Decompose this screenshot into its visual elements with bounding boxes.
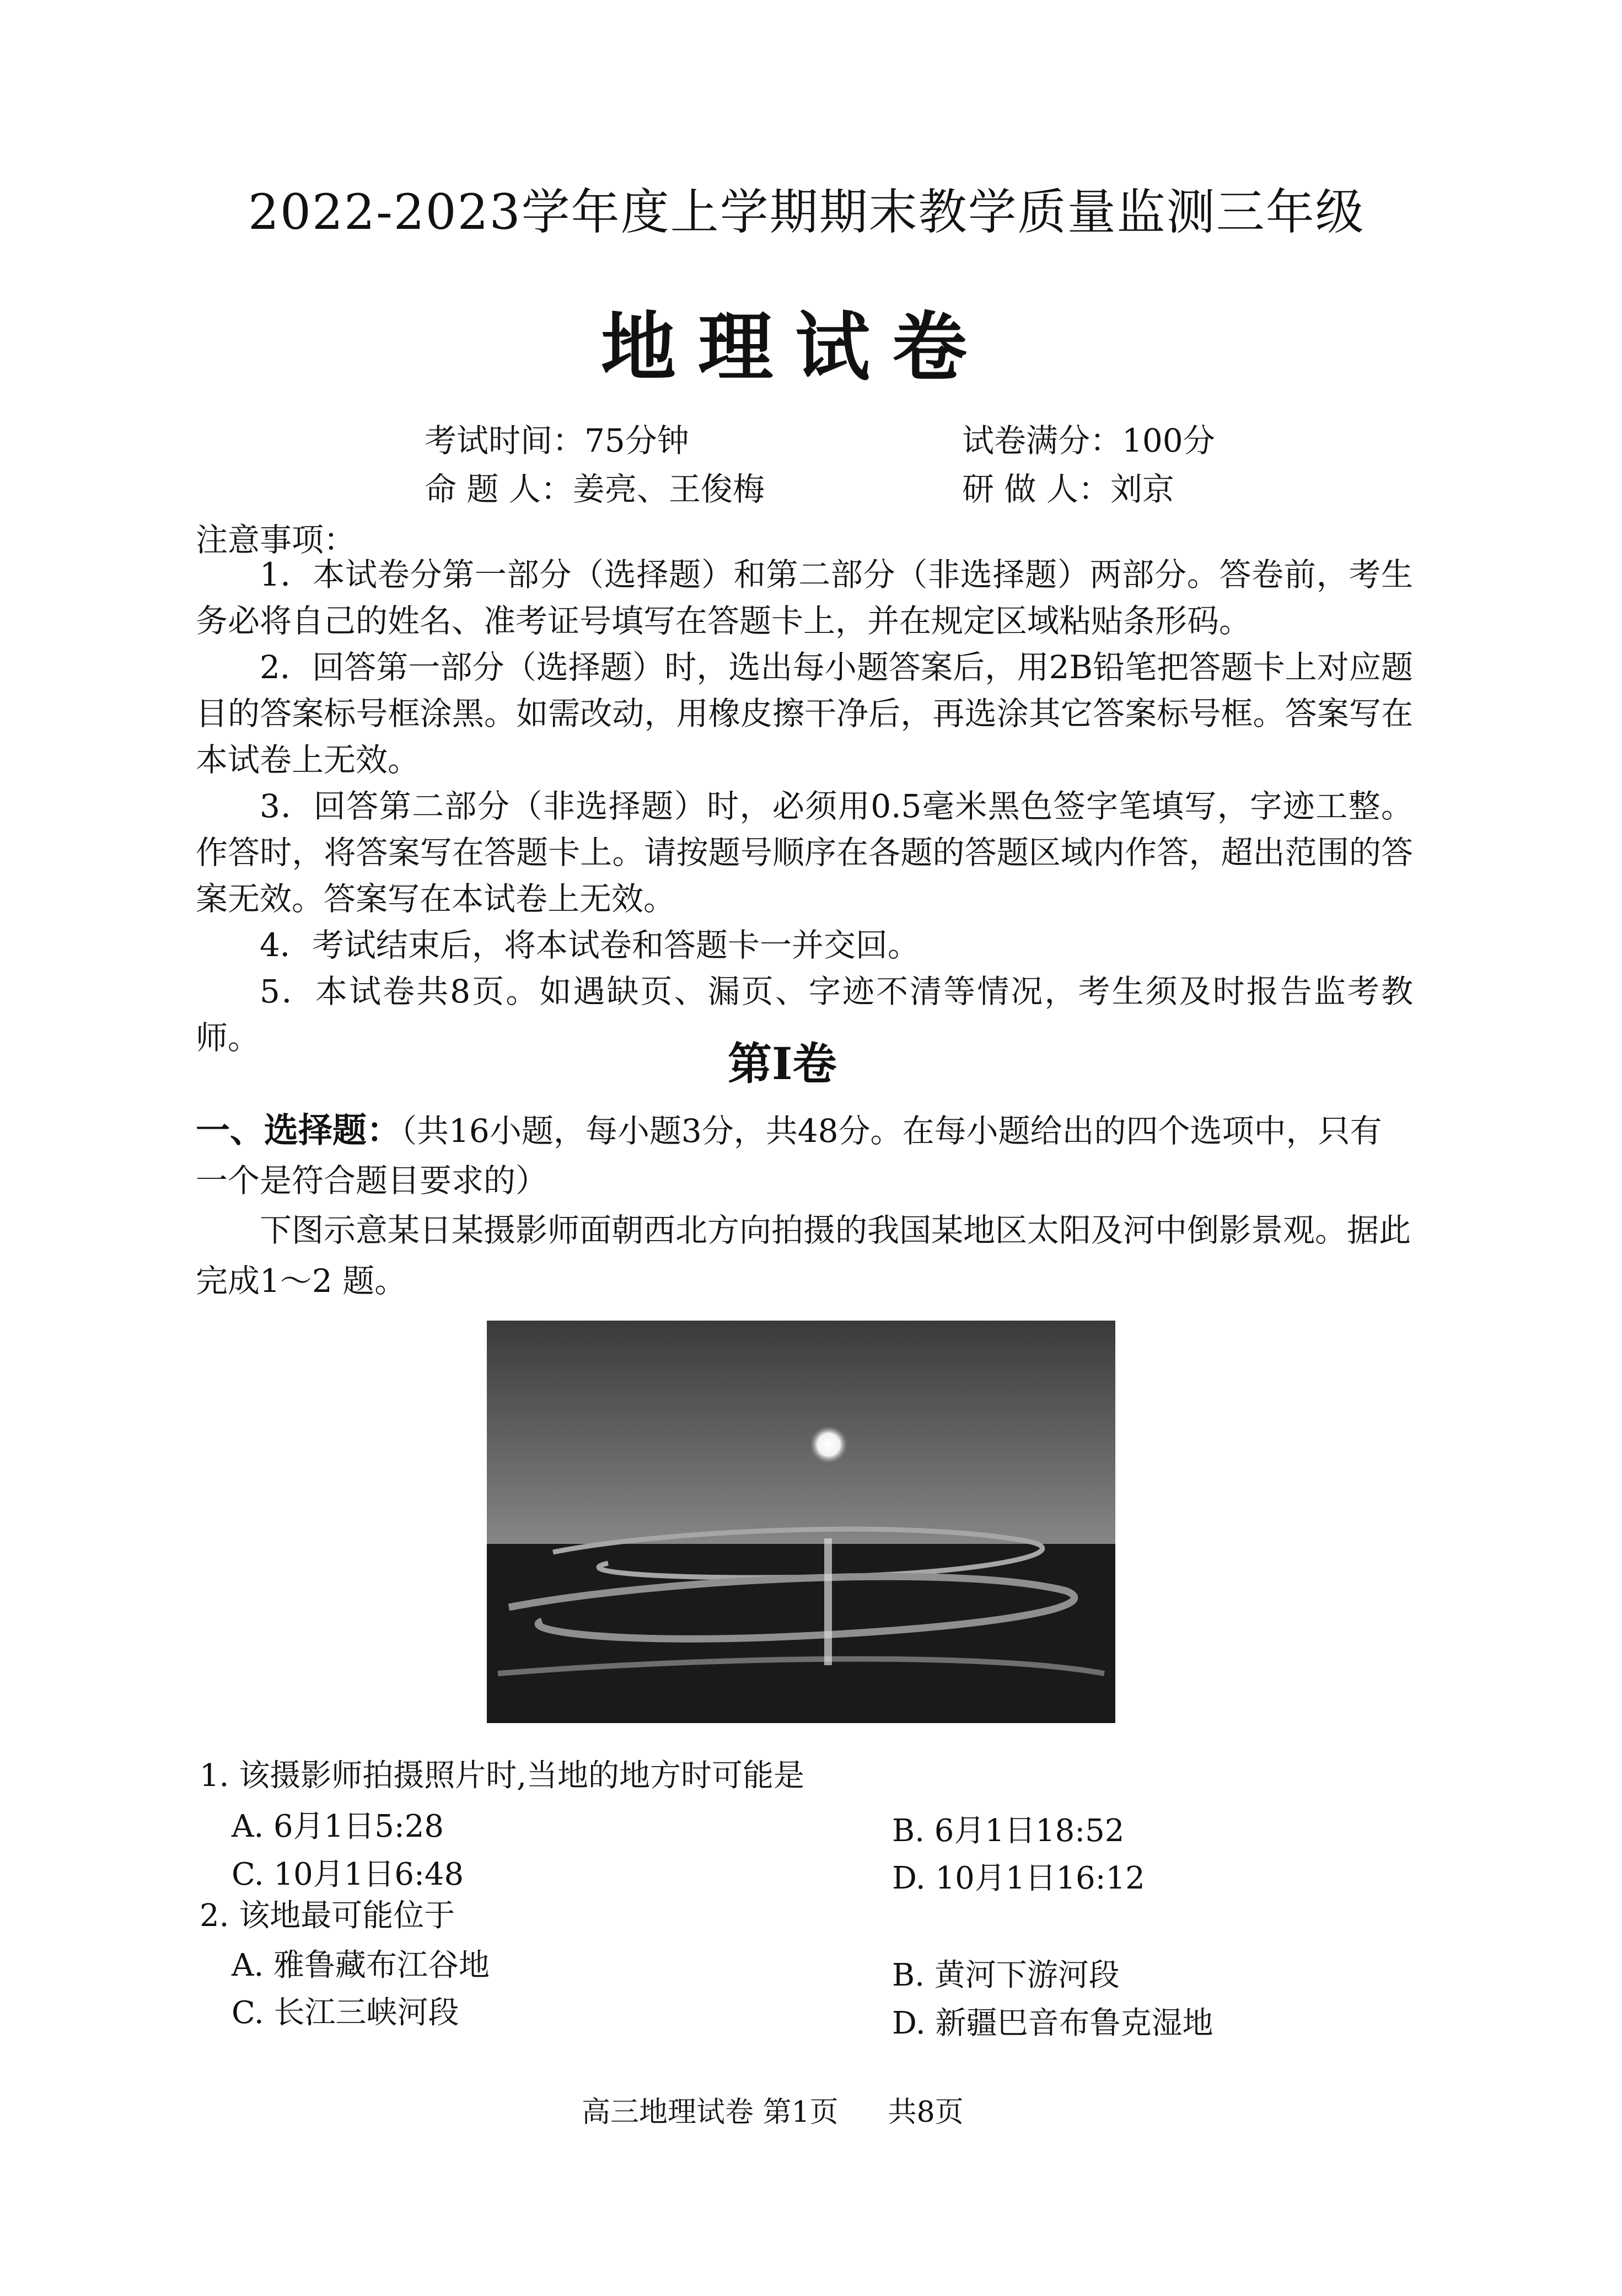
question-2-option-a: A. 雅鲁藏布江谷地 xyxy=(232,1948,490,1983)
sunset-river-photo xyxy=(487,1321,1115,1723)
question-1-option-b: B. 6月1日18:52 xyxy=(892,1813,1125,1849)
notice-item: 3．回答第二部分（非选择题）时，必须用0.5毫米黑色签字笔填写，字迹工整。作答时，将答案写在答题卡上。请按题号顺序在各题的答题区域内作答，超出范围的答案无效。答案写在本试卷上无效。 xyxy=(196,787,1413,918)
page-footer xyxy=(582,2089,1013,2130)
sunset-river-illustration xyxy=(487,1321,1115,1723)
question-1-option-a: A. 6月1日5:28 xyxy=(232,1809,444,1844)
part-label: 一、选择题： xyxy=(196,1110,401,1150)
exam-time: 考试时间：75分钟 xyxy=(425,422,689,459)
notice-item: 5．本试卷共8页。如遇缺页、漏页、字迹不清等情况，考生须及时报告监考教师。 xyxy=(196,973,1413,1056)
question-1-option-d: D. 10月1日16:12 xyxy=(892,1860,1145,1896)
full-score: 试卷满分：100分 xyxy=(962,422,1215,459)
question-2-option-b: B. 黄河下游河段 xyxy=(892,1957,1120,1993)
authors: 命 题 人：姜亮、王俊梅 xyxy=(425,470,765,508)
subject-title: 地理试卷 xyxy=(601,303,989,391)
question-2-option-c: C. 长江三峡河段 xyxy=(232,1995,459,2031)
section-title: 第Ⅰ卷 xyxy=(728,1038,837,1090)
footer-page: 高三地理试卷 第1页 xyxy=(582,2096,839,2129)
notice-heading: 注意事项： xyxy=(196,521,356,559)
question-1-stem: 1. 该摄影师拍摄照片时,当地的地方时可能是 xyxy=(200,1758,805,1794)
notice-item: 4．考试结束后，将本试卷和答题卡一并交回。 xyxy=(260,926,920,964)
question-1-option-c: C. 10月1日6:48 xyxy=(232,1857,464,1892)
passage-text: 下图示意某日某摄影师面朝西北方向拍摄的我国某地区太阳及河中倒影景观。据此完成1～2 题。 xyxy=(196,1211,1411,1300)
question-2-option-d: D. 新疆巴音布鲁克湿地 xyxy=(892,2005,1213,2041)
reviewer: 研 做 人：刘京 xyxy=(962,470,1174,508)
notice-item: 2．回答第一部分（选择题）时，选出每小题答案后，用2B铅笔把答题卡上对应题目的答案标号框涂黑。如需改动，用橡皮擦干净后，再选涂其它答案标号框。答案写在本试卷上无效。 xyxy=(196,648,1413,779)
part-description: （共16小题，每小题3分，共48分。在每小题给出的四个选项中，只有一个是符合题目要求的） xyxy=(196,1112,1382,1199)
notice-list xyxy=(196,551,1413,1061)
question-2-stem: 2. 该地最可能位于 xyxy=(200,1898,455,1934)
footer-total: 共8页 xyxy=(888,2096,964,2129)
part-intro xyxy=(196,1106,1413,1205)
exam-title: 2022-2023学年度上学期期末教学质量监测三年级 xyxy=(248,184,1365,240)
notice-item: 1．本试卷分第一部分（选择题）和第二部分（非选择题）两部分。答卷前，考生务必将自己的姓名、准考证号填写在答题卡上，并在规定区域粘贴条形码。 xyxy=(196,556,1413,640)
